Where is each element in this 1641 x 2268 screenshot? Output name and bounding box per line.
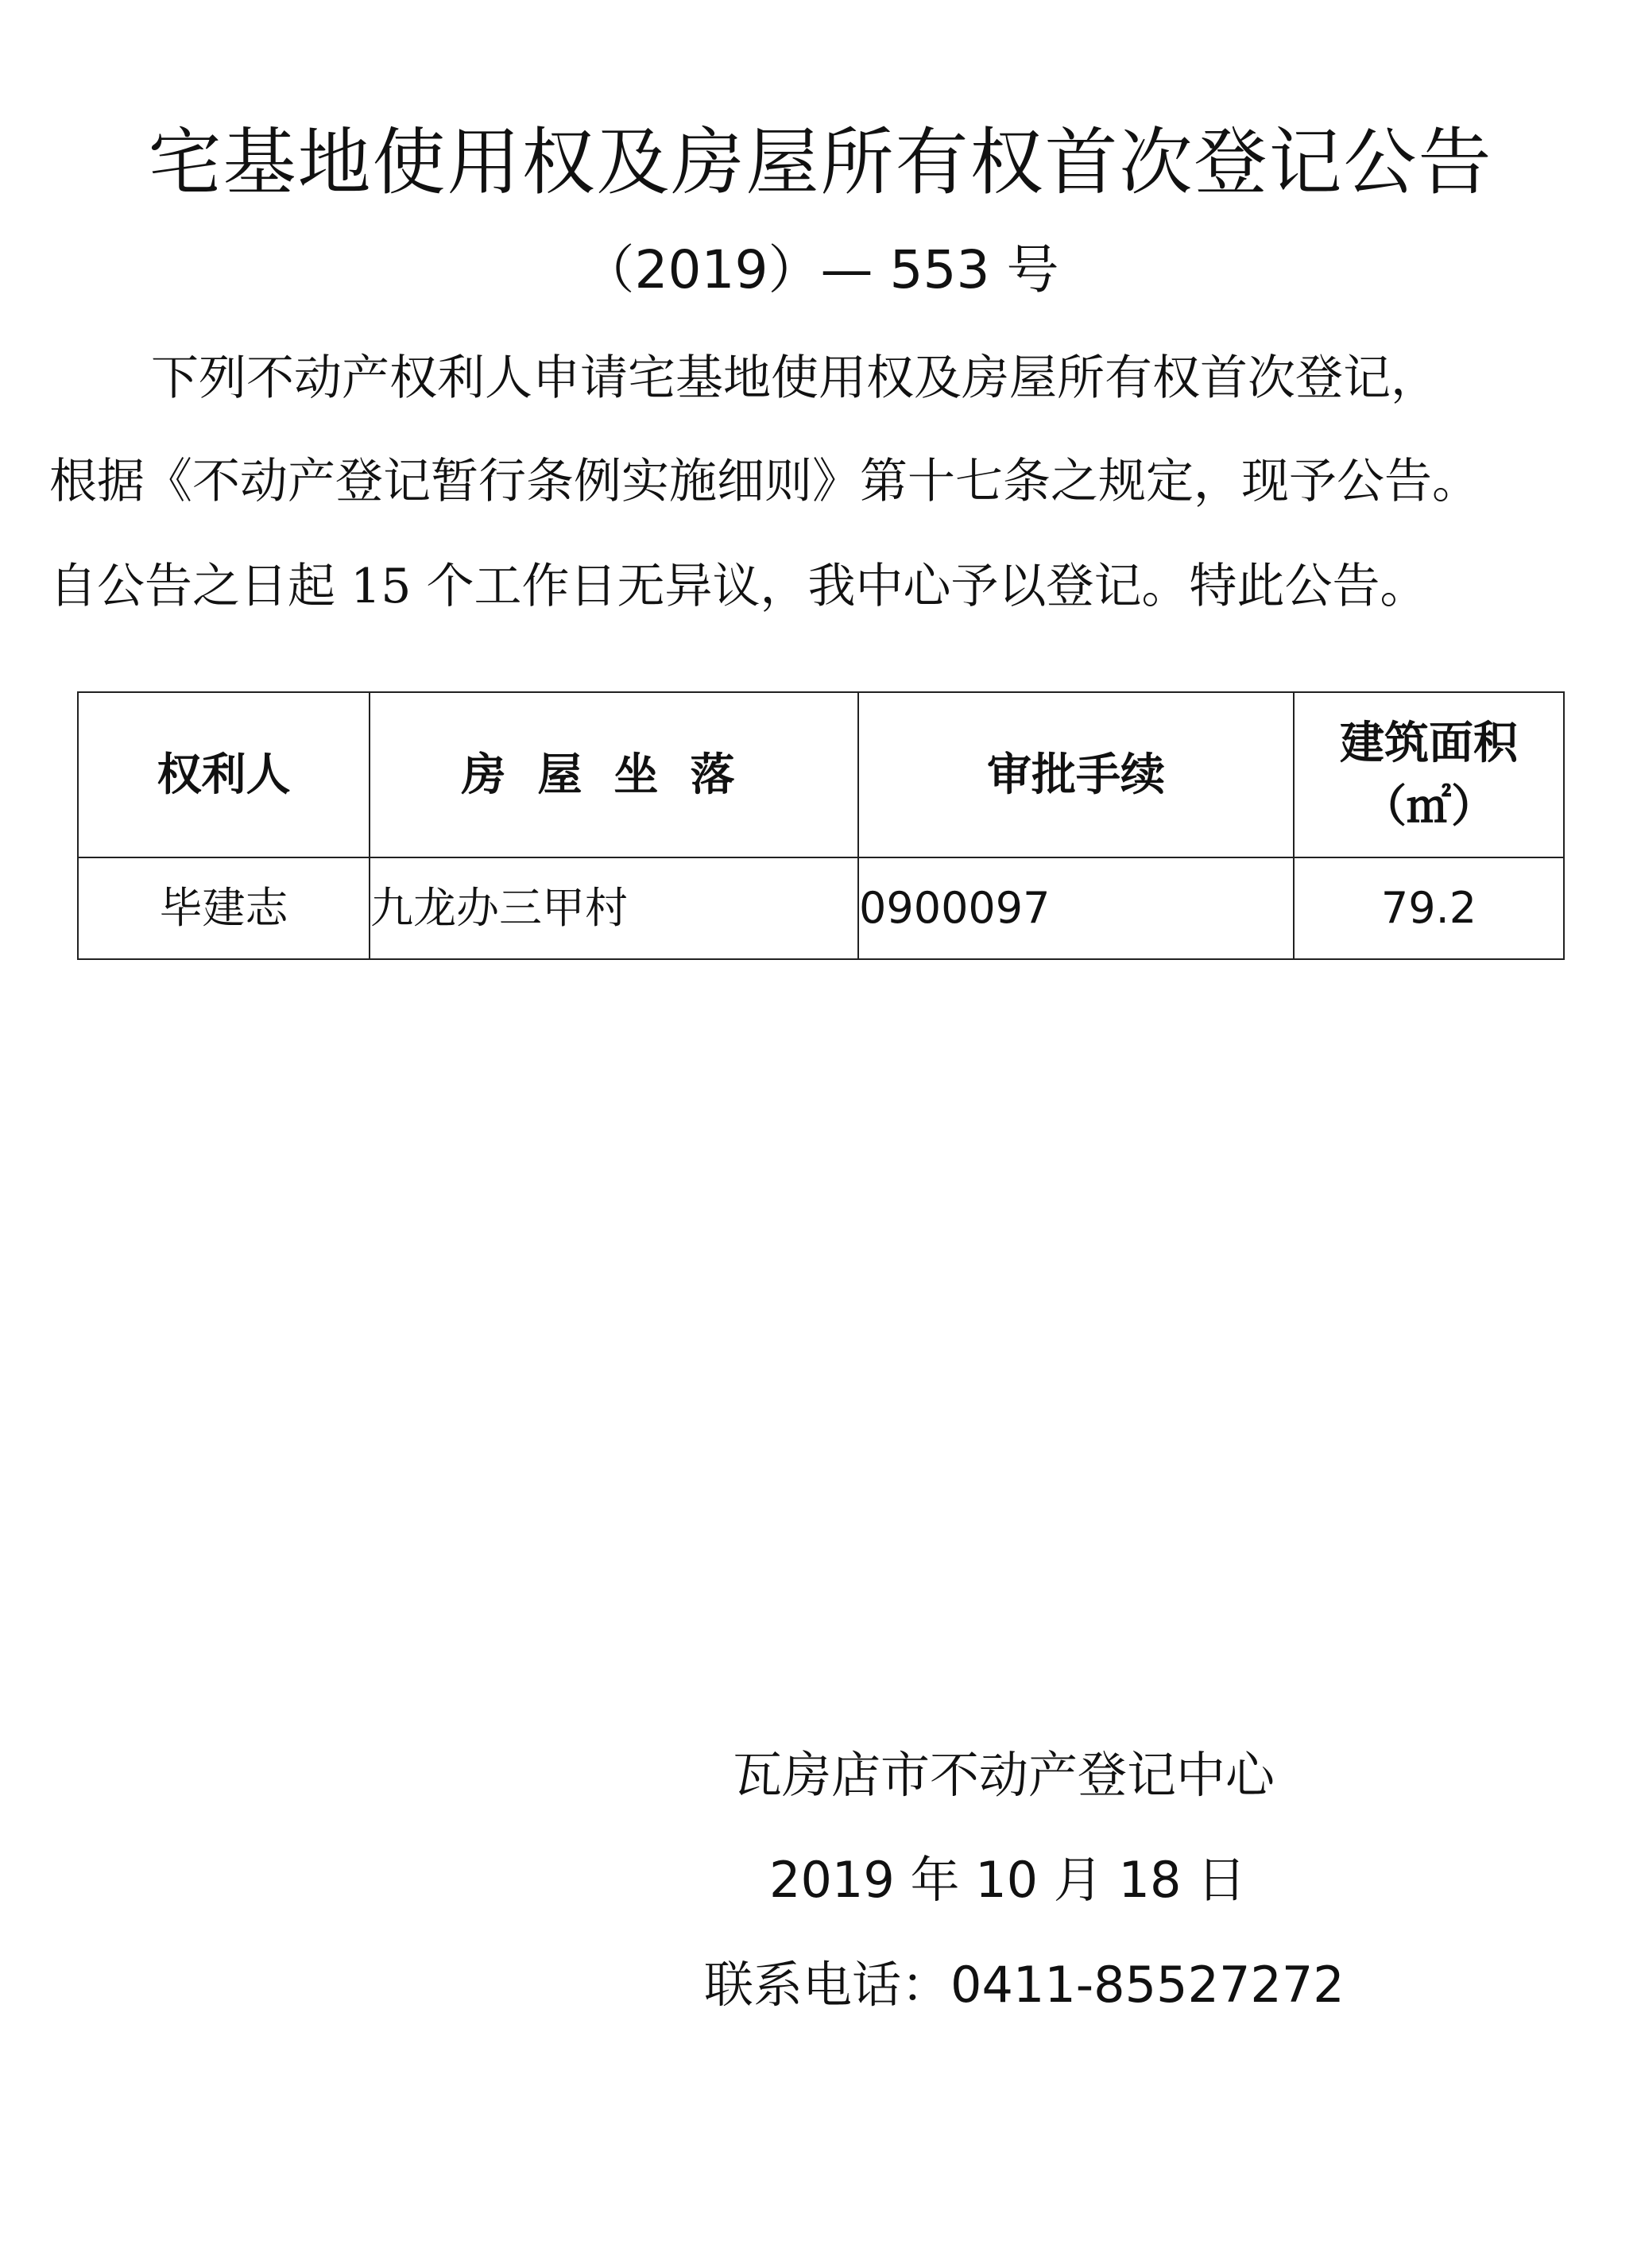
header-location	[370, 692, 858, 857]
cell-approval: 0900097	[858, 857, 1294, 959]
header-location-label: 房屋坐落	[461, 749, 767, 801]
contact-phone: 联系电话：0411-85527272	[704, 1956, 1345, 2014]
issuing-organization: 瓦房店市不动产登记中心	[733, 1746, 1275, 1804]
notice-paragraph-line-1: 下列不动产权利人申请宅基地使用权及房屋所有权首次登记，	[151, 350, 1438, 406]
header-approval: 审批手续	[858, 692, 1294, 857]
notice-paragraph-line-2: 根据《不动产登记暂行条例实施细则》第十七条之规定，现予公告。	[49, 454, 1480, 509]
header-area	[1294, 692, 1564, 857]
cell-area: 79.2	[1294, 857, 1564, 959]
notice-paragraph-line-3: 自公告之日起 15 个工作日无异议，我中心予以登记。特此公告。	[49, 559, 1428, 614]
table-header-row	[78, 692, 1564, 857]
registration-table	[77, 691, 1565, 960]
table-row	[78, 857, 1564, 959]
document-number: （2019）— 553 号	[582, 239, 1059, 300]
cell-holder: 毕建志	[78, 857, 370, 959]
header-area-label: 建筑面积	[1340, 717, 1518, 769]
issue-date: 2019 年 10 月 18 日	[769, 1851, 1247, 1909]
header-area-unit: （㎡）	[1362, 780, 1496, 833]
notice-title: 宅基地使用权及房屋所有权首次登记公告	[148, 120, 1493, 205]
cell-location: 九龙办三甲村	[370, 857, 858, 959]
header-holder: 权利人	[78, 692, 370, 857]
